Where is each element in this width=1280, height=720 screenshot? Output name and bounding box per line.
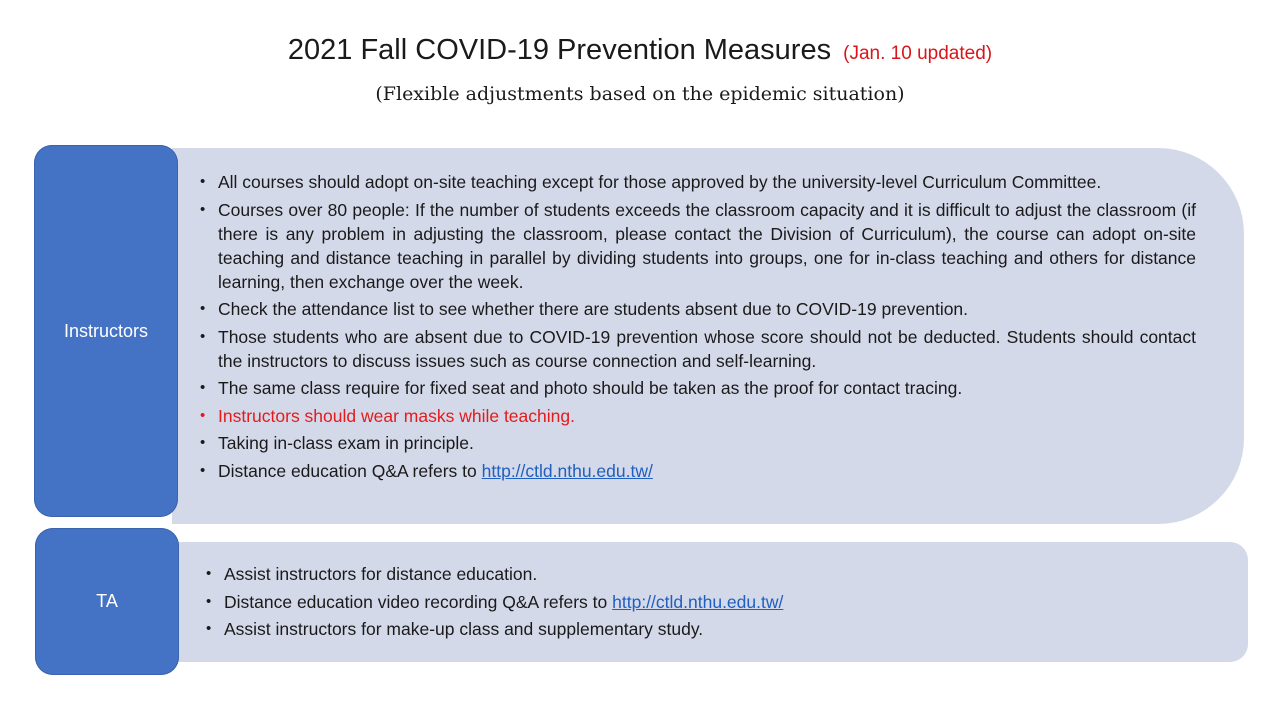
bullet-icon: •	[206, 565, 212, 582]
list-item: • Check the attendance list to see whether there are students absent due to COVID-19 prevention.	[200, 299, 969, 319]
list-item: • Assist instructors for distance education.	[206, 564, 538, 584]
ta-label-box	[35, 528, 179, 675]
instructors-label: Instructors	[63, 320, 149, 341]
bullet-icon: •	[200, 300, 206, 317]
bullet-icon: •	[200, 461, 206, 479]
bullet-icon: •	[200, 200, 206, 218]
list-item: • Courses over 80 people: If the number of students exceeds the classroom capacity and it is difficult to adjust the classroom (if there is any problem in adjusting the classroom, please contact the Division of Curriculum), the course can adopt on-site teaching and distance teaching in parallel by dividing students into groups, one for in-class teaching and others for distance learning, then exchange over the week.	[200, 199, 1196, 292]
ctld-video-link[interactable]: http://ctld.nthu.edu.tw/	[612, 591, 784, 612]
list-item: • All courses should adopt on-site teaching except for those approved by the university-level Curriculum Committee.	[200, 172, 1102, 192]
page-subtitle: (Flexible adjustments based on the epidemic situation)	[375, 83, 905, 105]
bullet-icon: •	[200, 173, 206, 190]
page-title	[0, 30, 1280, 74]
list-item: • Distance education video recording Q&A refers to http://ctld.nthu.edu.tw/	[206, 591, 784, 612]
title-text: 2021 Fall COVID-19 Prevention Measures	[287, 34, 832, 66]
ta-label: TA	[96, 591, 118, 611]
ta-list	[206, 562, 1206, 645]
list-item: • Those students who are absent due to COVID-19 prevention whose score should not be deducted. Students should contact the instructors to discuss issues such as course connection and self-learning.	[200, 326, 1196, 371]
bullet-icon: •	[200, 379, 206, 396]
bullet-icon: •	[206, 620, 212, 637]
instructors-list	[200, 170, 1196, 486]
list-item-highlight: • Instructors should wear masks while teaching.	[200, 405, 575, 426]
list-item: • Assist instructors for make-up class and supplementary study.	[206, 619, 704, 639]
bullet-icon: •	[200, 434, 206, 451]
bullet-icon: •	[206, 592, 212, 610]
ctld-link[interactable]: http://ctld.nthu.edu.tw/	[481, 460, 653, 481]
bullet-icon: •	[200, 406, 206, 424]
bullet-icon: •	[200, 327, 206, 345]
list-item: • Distance education Q&A refers to http://ctld.nthu.edu.tw/	[200, 460, 653, 481]
list-item: • Taking in-class exam in principle.	[200, 433, 474, 453]
instructors-label-box	[34, 145, 178, 517]
updated-note: (Jan. 10 updated)	[843, 43, 993, 64]
list-item: • The same class require for fixed seat and photo should be taken as the proof for contact tracing.	[200, 378, 963, 398]
